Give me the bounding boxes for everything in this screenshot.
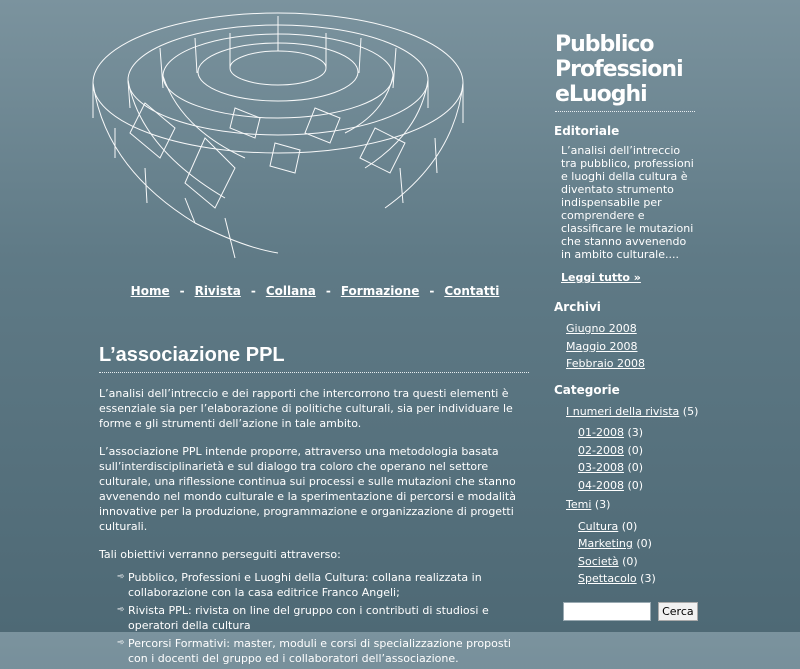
category-link-03-2008[interactable]: 03-2008 bbox=[578, 461, 624, 474]
list-item bbox=[578, 477, 699, 495]
article-paragraph-3: Tali obiettivi verranno perseguiti attraverso: bbox=[99, 548, 341, 561]
category-count: (0) bbox=[621, 519, 638, 533]
sidebar bbox=[554, 124, 699, 590]
category-link-societa[interactable]: Società bbox=[578, 554, 619, 568]
archivi-heading: Archivi bbox=[554, 300, 601, 314]
list-item bbox=[117, 570, 529, 600]
list-item bbox=[566, 496, 699, 588]
category-link-01-2008[interactable]: 01-2008 bbox=[578, 426, 624, 439]
category-link-04-2008[interactable]: 04-2008 bbox=[578, 478, 624, 492]
search-button[interactable]: Cerca bbox=[658, 602, 698, 621]
list-item bbox=[578, 553, 699, 571]
category-count: (3) bbox=[594, 498, 611, 511]
category-count: (0) bbox=[636, 537, 652, 550]
list-item bbox=[578, 518, 699, 536]
list-item bbox=[578, 535, 699, 553]
logo-line-1: Pubblico bbox=[555, 32, 654, 57]
category-count: (3) bbox=[627, 426, 644, 439]
editoriale-text: L’analisi dell’intreccio tra pubblico, professioni e luoghi della cultura è diventato strumento indispensabile per comprendere e classificare le mutazioni che stanno avvenendo in ambito culturale.... bbox=[561, 144, 694, 261]
categorie-heading: Categorie bbox=[554, 382, 620, 397]
nav-rivista-link[interactable]: Rivista bbox=[194, 284, 241, 298]
nav-separator: - bbox=[250, 284, 256, 298]
category-count: (5) bbox=[682, 404, 699, 418]
main-navigation bbox=[85, 284, 545, 298]
logo-line-2: Professioni bbox=[555, 57, 683, 82]
category-count: (3) bbox=[640, 572, 656, 585]
category-link-02-2008[interactable]: 02-2008 bbox=[578, 443, 624, 457]
list-item bbox=[566, 338, 699, 356]
article-paragraph-1: L’analisi dell’intreccio e dei rapporti che intercorrono tra questi elementi è essenziale sia per l’elaborazione di politiche culturali, sia per individuare le forme e gli strumenti dell’azione in tale ambito. bbox=[99, 387, 513, 430]
main-content bbox=[99, 344, 529, 669]
archive-link-maggio-2008[interactable]: Maggio 2008 bbox=[566, 339, 638, 353]
category-link-spettacolo[interactable]: Spettacolo bbox=[578, 572, 637, 585]
category-link-numeri-rivista[interactable]: I numeri della rivista bbox=[566, 404, 680, 418]
nav-separator: - bbox=[429, 284, 435, 298]
page-title: L’associazione PPL bbox=[99, 344, 529, 373]
list-item bbox=[117, 603, 529, 633]
archivi-section bbox=[554, 300, 699, 373]
nav-separator: - bbox=[325, 284, 331, 298]
list-item bbox=[566, 320, 699, 338]
arrow-bullet-icon: ➾ bbox=[117, 638, 125, 648]
category-count: (0) bbox=[627, 443, 644, 457]
article-paragraph-2: L’associazione PPL intende proporre, attraverso una metodologia basata sull’interdisciplinarietà e sul dialogo tra coloro che operano nel settore culturale, una riflessione continua sui processi e sulle mutazioni che stanno avvenendo nel mondo culturale e la sperimentazione di percorsi e modalità innovative per la produzione, programmazione e organizzazione di progetti culturali. bbox=[99, 445, 516, 533]
nav-formazione-link[interactable]: Formazione bbox=[340, 284, 420, 298]
category-link-cultura[interactable]: Cultura bbox=[578, 519, 619, 533]
list-item bbox=[117, 636, 529, 666]
list-item bbox=[566, 355, 699, 373]
list-item bbox=[578, 442, 699, 460]
list-item-text: Percorsi Formativi: master, moduli e corsi di specializzazione proposti con i docenti del gruppo ed i collaboratori dell’associazione. bbox=[128, 637, 511, 665]
editoriale-heading: Editoriale bbox=[554, 124, 620, 138]
categorie-section bbox=[554, 383, 699, 588]
nav-separator: - bbox=[179, 284, 185, 298]
list-item bbox=[578, 570, 699, 588]
category-count: (0) bbox=[627, 478, 644, 492]
arrow-bullet-icon: ➾ bbox=[117, 572, 125, 582]
list-item bbox=[578, 424, 699, 442]
read-more-link[interactable]: Leggi tutto » bbox=[561, 271, 641, 284]
category-link-temi[interactable]: Temi bbox=[566, 498, 592, 511]
header-illustration bbox=[85, 8, 470, 263]
editoriale-section bbox=[554, 124, 699, 284]
site-logo[interactable] bbox=[555, 32, 695, 112]
architectural-wireframe-image bbox=[85, 8, 470, 263]
archive-link-giugno-2008[interactable]: Giugno 2008 bbox=[566, 322, 637, 335]
objectives-list bbox=[117, 570, 529, 666]
list-item-text: Pubblico, Professioni e Luoghi della Cultura: collana realizzata in collaborazione con la casa editrice Franco Angeli; bbox=[128, 571, 482, 599]
list-item-text: Rivista PPL: rivista on line del gruppo con i contributi di studiosi e operatori della cultura bbox=[128, 604, 489, 632]
search-input[interactable] bbox=[563, 602, 651, 621]
archive-link-febbraio-2008[interactable]: Febbraio 2008 bbox=[566, 357, 645, 370]
nav-contatti-link[interactable]: Contatti bbox=[444, 284, 500, 298]
category-count: (0) bbox=[627, 461, 644, 474]
category-count: (0) bbox=[622, 554, 638, 568]
arrow-bullet-icon: ➾ bbox=[117, 605, 125, 615]
logo-line-3: eLuoghi bbox=[555, 82, 647, 107]
search-form bbox=[563, 600, 698, 621]
nav-collana-link[interactable]: Collana bbox=[265, 284, 316, 298]
nav-home-link[interactable]: Home bbox=[130, 284, 170, 298]
list-item bbox=[578, 459, 699, 477]
list-item bbox=[566, 403, 699, 495]
category-link-marketing[interactable]: Marketing bbox=[578, 537, 633, 550]
